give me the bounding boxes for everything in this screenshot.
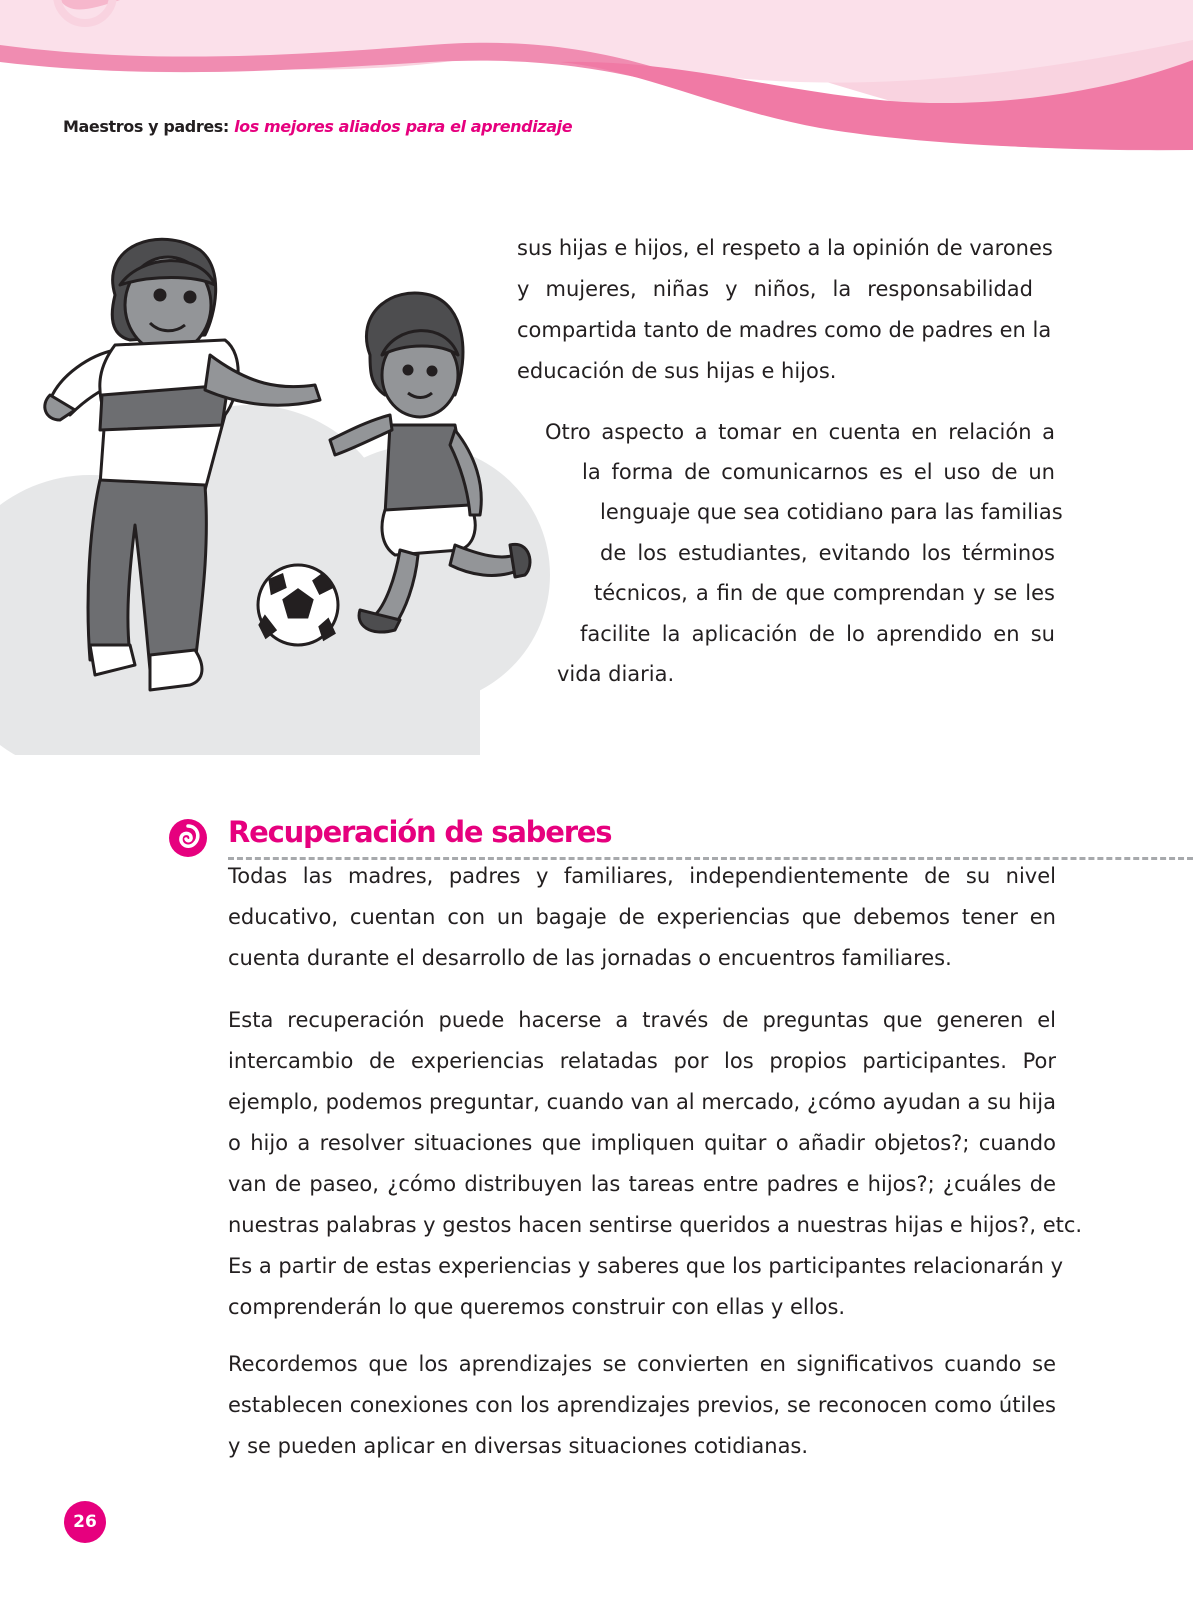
text-line: Es a partir de estas experiencias y saberes que los participantes relacionarán y — [228, 1254, 1064, 1278]
section-paragraph-1 — [228, 856, 1056, 979]
text-line: la forma de comunicarnos es el uso de un — [582, 460, 1055, 484]
text-line: educativo, cuentan con un bagaje de experiencias que debemos tener en — [228, 905, 1056, 929]
text-line: lenguaje que sea cotidiano para las familias — [600, 500, 1063, 524]
text-line: Otro aspecto a tomar en cuenta en relación a — [545, 420, 1055, 444]
text-line: Recordemos que los aprendizajes se convierten en significativos cuando se — [228, 1352, 1056, 1376]
intro-paragraph-1 — [517, 228, 1053, 392]
text-line: y mujeres, niñas y niños, la responsabilidad — [517, 277, 1033, 301]
running-head-bold: Maestros y padres: — [63, 117, 229, 136]
running-head-accent: los mejores aliados para el aprendizaje — [234, 117, 573, 136]
text-line: establecen conexiones con los aprendizajes previos, se reconocen como útiles — [228, 1393, 1056, 1417]
text-line: Esta recuperación puede hacerse a través de preguntas que generen el — [228, 1008, 1056, 1032]
text-line: Todas las madres, padres y familiares, independientemente de su nivel — [228, 864, 1056, 888]
text-line: comprenderán lo que queremos construir con ellas y ellos. — [228, 1295, 846, 1319]
text-line: compartida tanto de madres como de padres en la — [517, 318, 1052, 342]
header-wave-decoration — [0, 0, 1193, 160]
text-line: sus hijas e hijos, el respeto a la opinión de varones — [517, 236, 1053, 260]
intro-paragraph-2 — [0, 412, 1193, 702]
page-number: 26 — [73, 1512, 97, 1532]
text-line: y se pueden aplicar en diversas situaciones cotidianas. — [228, 1434, 809, 1458]
text-line: facilite la aplicación de lo aprendido en su — [580, 622, 1055, 646]
page-number-badge — [64, 1501, 106, 1543]
text-line: educación de sus hijas e hijos. — [517, 359, 837, 383]
text-line: nuestras palabras y gestos hacen sentirse queridos a nuestras hijas e hijos?, etc. — [228, 1213, 1083, 1237]
text-line: vida diaria. — [557, 662, 675, 686]
running-head — [63, 117, 572, 136]
text-line: ejemplo, podemos preguntar, cuando van al mercado, ¿cómo ayudan a su hija — [228, 1090, 1056, 1114]
text-line: de los estudiantes, evitando los términos — [600, 541, 1055, 565]
section-title: Recuperación de saberes — [228, 815, 612, 849]
text-line: cuenta durante el desarrollo de las jornadas o encuentros familiares. — [228, 946, 952, 970]
section-paragraph-2 — [228, 1000, 1083, 1328]
text-line: intercambio de experiencias relatadas por los propios participantes. Por — [228, 1049, 1056, 1073]
text-line: van de paseo, ¿cómo distribuyen las tareas entre padres e hijos?; ¿cuáles de — [228, 1172, 1056, 1196]
section-swirl-icon — [168, 818, 208, 858]
text-line: técnicos, a fin de que comprendan y se les — [594, 581, 1055, 605]
text-line: o hijo a resolver situaciones que impliquen quitar o añadir objetos?; cuando — [228, 1131, 1056, 1155]
section-paragraph-3 — [228, 1344, 1056, 1467]
